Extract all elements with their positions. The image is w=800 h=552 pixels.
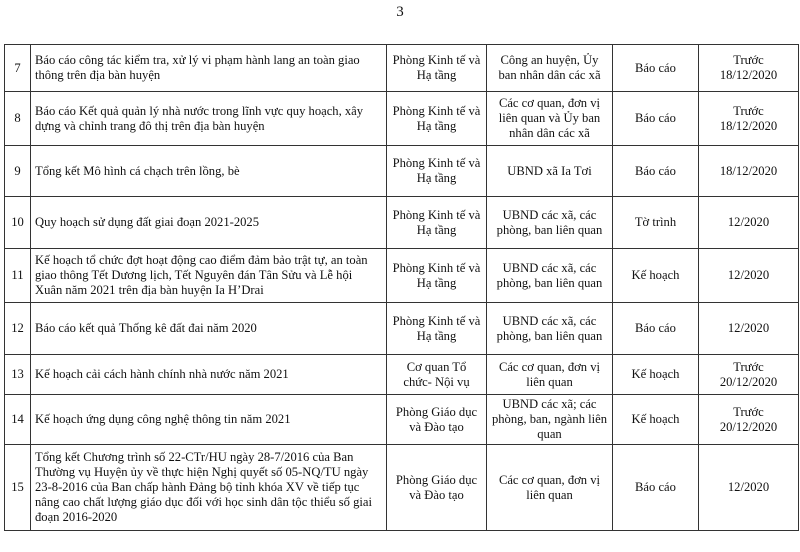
coordinating-agency: UBND các xã, các phòng, ban liên quan (487, 249, 613, 303)
coordinating-agency: UBND các xã, các phòng, ban liên quan (487, 303, 613, 355)
task-description: Kế hoạch ứng dụng công nghệ thông tin năm 2021 (31, 395, 387, 445)
task-plan-table (4, 44, 799, 531)
deadline: 12/2020 (699, 197, 799, 249)
coordinating-agency: Các cơ quan, đơn vị liên quan và Ủy ban nhân dân các xã (487, 92, 613, 146)
row-number: 15 (5, 445, 31, 531)
deadline: 12/2020 (699, 445, 799, 531)
coordinating-agency: Các cơ quan, đơn vị liên quan (487, 355, 613, 395)
table-row (5, 197, 799, 249)
document-type: Kế hoạch (613, 355, 699, 395)
lead-agency: Phòng Kinh tế và Hạ tầng (387, 249, 487, 303)
row-number: 8 (5, 92, 31, 146)
lead-agency: Phòng Kinh tế và Hạ tầng (387, 303, 487, 355)
row-number: 13 (5, 355, 31, 395)
deadline: Trước 20/12/2020 (699, 395, 799, 445)
task-description: Kế hoạch tổ chức đợt hoạt động cao điểm đảm bảo trật tự, an toàn giao thông Tết Dương lịch, Tết Nguyên đán Tân Sửu và Lễ hội Xuân năm 2021 trên địa bàn huyện Ia H’Drai (31, 249, 387, 303)
coordinating-agency: UBND các xã; các phòng, ban, ngành liên quan (487, 395, 613, 445)
table-row (5, 146, 799, 197)
deadline: 12/2020 (699, 249, 799, 303)
document-type: Kế hoạch (613, 395, 699, 445)
task-description: Kế hoạch cải cách hành chính nhà nước năm 2021 (31, 355, 387, 395)
table-row (5, 45, 799, 92)
table-row (5, 395, 799, 445)
table-row (5, 355, 799, 395)
document-type: Báo cáo (613, 445, 699, 531)
row-number: 12 (5, 303, 31, 355)
table-row (5, 249, 799, 303)
deadline: Trước 18/12/2020 (699, 92, 799, 146)
table-row (5, 92, 799, 146)
table-row (5, 303, 799, 355)
task-description: Tổng kết Mô hình cá chạch trên lồng, bè (31, 146, 387, 197)
document-type: Kế hoạch (613, 249, 699, 303)
task-description: Báo cáo công tác kiểm tra, xử lý vi phạm hành lang an toàn giao thông trên địa bàn huyện (31, 45, 387, 92)
document-type: Báo cáo (613, 146, 699, 197)
row-number: 10 (5, 197, 31, 249)
deadline: 18/12/2020 (699, 146, 799, 197)
task-description: Báo cáo kết quả Thống kê đất đai năm 2020 (31, 303, 387, 355)
lead-agency: Phòng Giáo dục và Đào tạo (387, 395, 487, 445)
task-description: Tổng kết Chương trình số 22-CTr/HU ngày 28-7/2016 của Ban Thường vụ Huyện ủy về thực hiện Nghị quyết số 05-NQ/TU ngày 23-8-2016 của Ban chấp hành Đảng bộ tỉnh khóa XV về tiếp tục nâng cao chất lượng giáo dục đối với học sinh dân tộc thiểu số giai đoạn 2016-2020 (31, 445, 387, 531)
row-number: 9 (5, 146, 31, 197)
page-number: 3 (396, 4, 404, 20)
lead-agency: Phòng Kinh tế và Hạ tầng (387, 45, 487, 92)
task-description: Báo cáo Kết quả quản lý nhà nước trong lĩnh vực quy hoạch, xây dựng và chỉnh trang đô thị trên địa bàn huyện (31, 92, 387, 146)
lead-agency: Phòng Kinh tế và Hạ tầng (387, 92, 487, 146)
coordinating-agency: UBND các xã, các phòng, ban liên quan (487, 197, 613, 249)
row-number: 7 (5, 45, 31, 92)
document-type: Tờ trình (613, 197, 699, 249)
coordinating-agency: UBND xã Ia Tơi (487, 146, 613, 197)
document-type: Báo cáo (613, 303, 699, 355)
row-number: 14 (5, 395, 31, 445)
lead-agency: Phòng Kinh tế và Hạ tầng (387, 146, 487, 197)
deadline: Trước 20/12/2020 (699, 355, 799, 395)
coordinating-agency: Các cơ quan, đơn vị liên quan (487, 445, 613, 531)
lead-agency: Phòng Giáo dục và Đào tạo (387, 445, 487, 531)
coordinating-agency: Công an huyện, Ủy ban nhân dân các xã (487, 45, 613, 92)
task-description: Quy hoạch sử dụng đất giai đoạn 2021-2025 (31, 197, 387, 249)
table-row (5, 445, 799, 531)
deadline: 12/2020 (699, 303, 799, 355)
lead-agency: Phòng Kinh tế và Hạ tầng (387, 197, 487, 249)
lead-agency: Cơ quan Tổ chức- Nội vụ (387, 355, 487, 395)
document-type: Báo cáo (613, 92, 699, 146)
row-number: 11 (5, 249, 31, 303)
document-type: Báo cáo (613, 45, 699, 92)
deadline: Trước 18/12/2020 (699, 45, 799, 92)
